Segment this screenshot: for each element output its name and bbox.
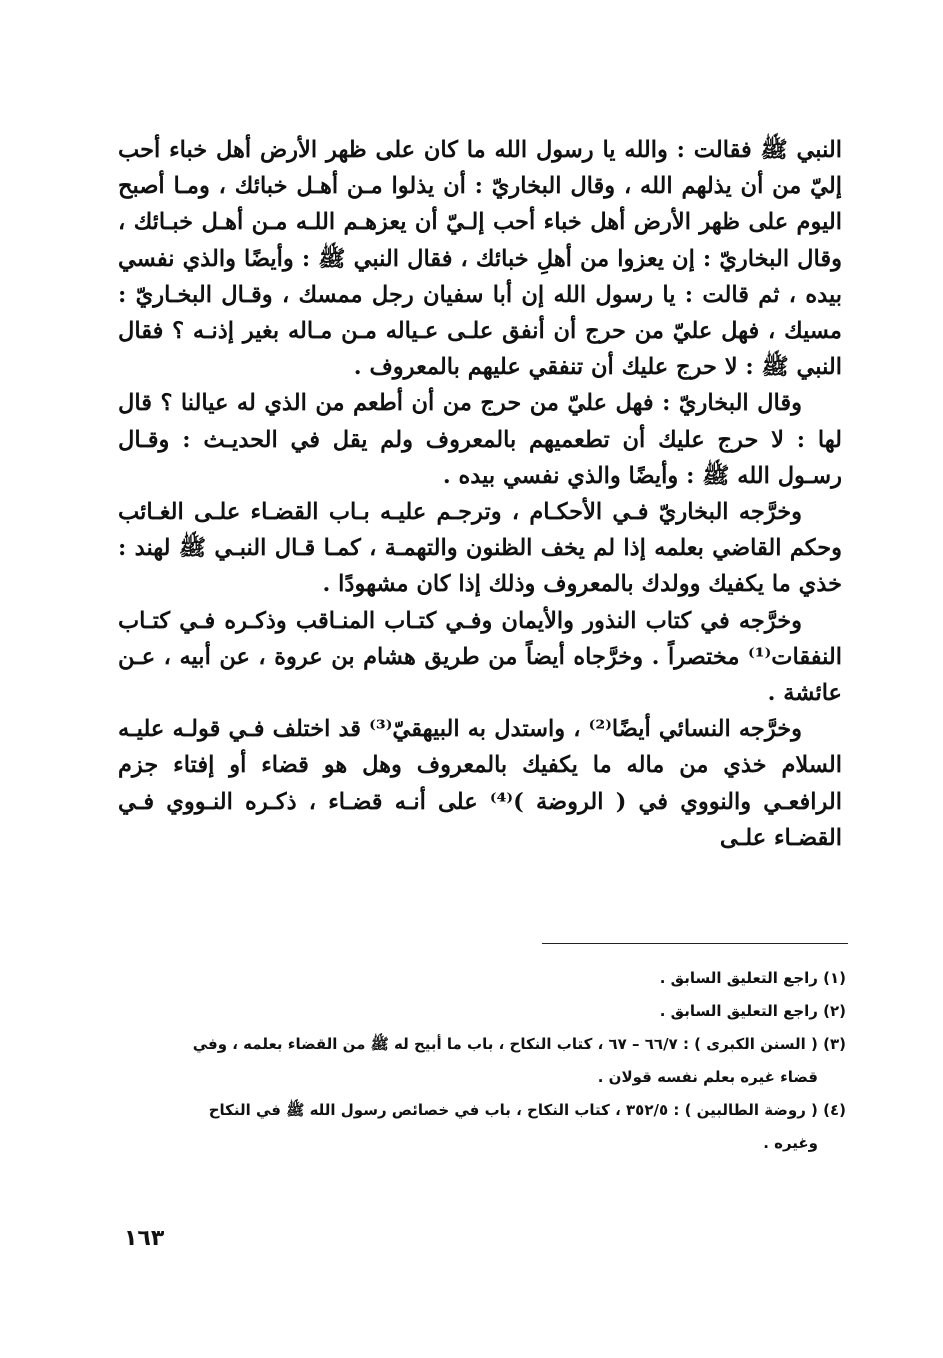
footnote-divider xyxy=(542,943,848,944)
footnotes xyxy=(118,962,846,1160)
paragraph: وقال البخاريّ : فهل عليّ من حرج من أن أطعم من الذي له عيالنا ؟ قال لها : لا حرج عليك أن تطعميهم بالمعروف ولم يقل في الحديـث : وقـال رسـول الله ﷺ : وأيضًا والذي نفسي بيده . xyxy=(118,390,842,489)
page-number: ١٦٣ xyxy=(124,1226,165,1251)
paragraph: النبي ﷺ فقالت : والله يا رسول الله ما كان على ظهر الأرض أهل خباء أحب إليّ من أن يذلهم الله ، وقال البخاريّ : أن يذلوا مـن أهـل خبائك ، ومـا أصبح اليوم على ظهر الأرض أهل خباء أحب إلـيّ أن يعزهـم اللـه مـن أهـل خبـائك ، وقال البخاريّ : إن يعزوا من أهلِ خبائك ، فقال النبي ﷺ : وأيضًا والذي نفسي بيده ، ثم قالت : يا رسول الله إن أبا سفيان رجل ممسك ، وقـال البخـاريّ : مسيك ، فهل عليّ من حرج أن أنفق علـى عـياله مـن مـاله بغير إذنـه ؟ فقال النبي ﷺ : لا حرج عليك أن تنفقي عليهم بالمعروف . xyxy=(118,137,842,381)
paragraph: وخرَّجه النسائي أيضًا⁽²⁾ ، واستدل به البيهقيّ⁽³⁾ قد اختلف فـي قولـه عليـه السلام خذي من ماله ما يكفيك بالمعروف وهل هو قضاء أو إفتاء جزم الرافعـي والنووي في ( الروضة )⁽⁴⁾ على أنـه قضـاء ، ذكـره النـووي فـي القضـاء علـى xyxy=(118,716,842,851)
footnote-3: (٣) ( السنن الكبرى ) : ٦٦/٧ – ٦٧ ، كتاب النكاح ، باب ما أبيح له ﷺ من القضاء بعلمه ، وفي xyxy=(192,1035,846,1053)
paragraph: وخرَّجه في كتاب النذور والأيمان وفـي كتـاب المنـاقب وذكـره فـي كتـاب النفقات⁽¹⁾ مختصراً . وخرَّجاه أيضاً من طريق هشام بن عروة ، عن أبيه ، عـن عائشة . xyxy=(118,607,842,707)
footnote-4-continuation: وغيره . xyxy=(763,1134,818,1152)
footnote-1: (١) راجع التعليق السابق . xyxy=(659,969,846,987)
paragraph: وخرَّجه البخاريّ فـي الأحكـام ، وترجـم عليـه بـاب القضـاء علـى الغـائب وحكم القاضي بعلمه إذا لم يخف الظنون والتهمـة ، كمـا قـال النبـي ﷺ لهند : خذي ما يكفيك وولدك بالمعروف وذلك إذا كان مشهودًا . xyxy=(118,499,842,598)
footnote-2: (٢) راجع التعليق السابق . xyxy=(659,1002,846,1020)
footnote-3-continuation: قضاء غيره بعلم نفسه قولان . xyxy=(597,1068,818,1086)
main-text xyxy=(118,132,842,856)
footnote-4: (٤) ( روضة الطالبين ) : ٣٥٢/٥ ، كتاب النكاح ، باب في خصائص رسول الله ﷺ في النكاح xyxy=(208,1101,846,1119)
